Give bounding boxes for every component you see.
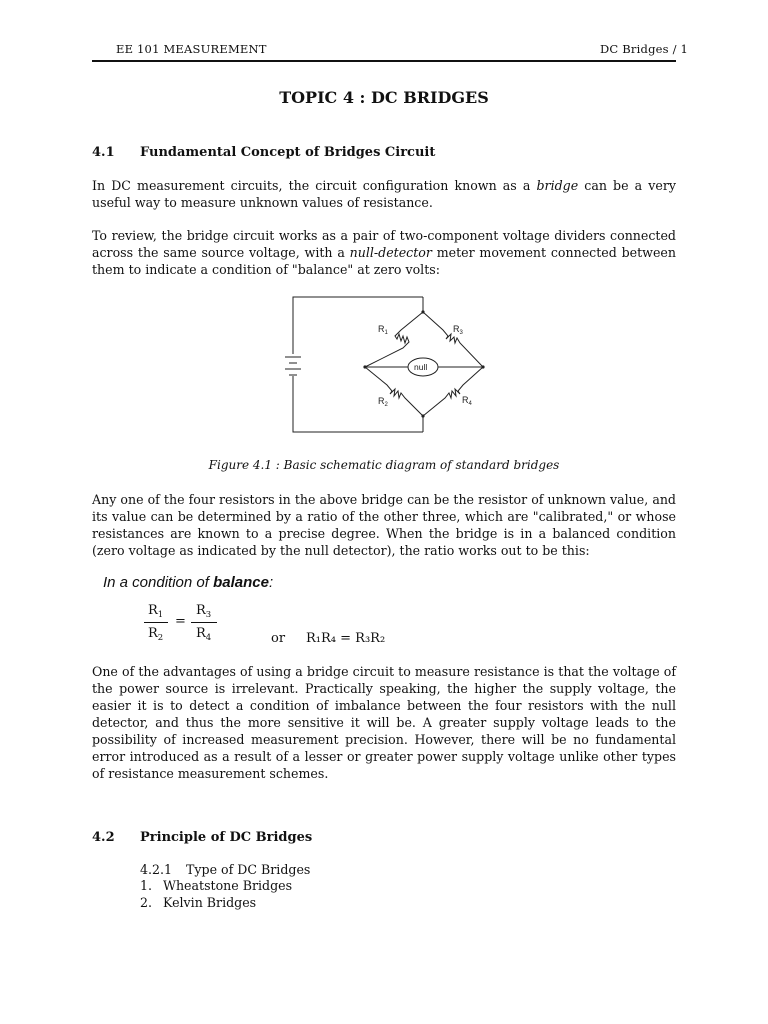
list-item-number: 1. <box>140 878 153 893</box>
label-r1: $R_1$ <box>378 324 388 336</box>
resistor-r1 <box>365 312 423 367</box>
resistor-r3 <box>423 312 483 367</box>
wire-bottom <box>293 376 423 432</box>
figure-caption: Figure 4.1 : Basic schematic diagram of standard bridges <box>208 458 560 472</box>
wire-top <box>293 297 423 354</box>
fraction-r2: $R_2$ <box>148 626 164 643</box>
balance-heading: In a condition of balance: <box>103 574 274 591</box>
paragraph-intro: In DC measurement circuits, the circuit configuration known as a bridge can be a very useful way to measure unknown values of resistance. <box>92 178 676 210</box>
bridge-circuit-diagram <box>280 290 500 440</box>
header-rule <box>92 60 676 62</box>
fraction-r4: $R_4$ <box>196 626 212 643</box>
list-item: Kelvin Bridges <box>163 895 257 910</box>
subsection-heading: Type of DC Bridges <box>186 862 311 877</box>
alt-equation: R₁R₄ = R₃R₂ <box>306 631 386 646</box>
fraction-bar-right <box>191 622 217 623</box>
or-text: or <box>271 631 286 646</box>
header-left: EE 101 MEASUREMENT <box>116 42 267 56</box>
subsection-number: 4.2.1 <box>140 862 173 877</box>
header-right: DC Bridges / 1 <box>600 42 689 56</box>
label-r3: $R_3$ <box>453 324 463 336</box>
section-number: 4.1 <box>92 145 115 160</box>
fraction-r3: $R_3$ <box>196 603 212 620</box>
section-heading: Fundamental Concept of Bridges Circuit <box>140 145 436 160</box>
list-item-number: 2. <box>140 895 153 910</box>
paragraph-advantages: One of the advantages of using a bridge circuit to measure resistance is that the voltage of the power source is irrelevant. Practically speaking, the higher the supply voltage, the easier it is to detect a condition of imbalance between the four resistors with the null detector, and thus the more sensitive it will be. A greater supply voltage leads to the possibility of increased measurement precision. However, there will be no fundamental error introduced as a result of a lesser or greater power supply voltage unlike other types of resistance measurement schemes. <box>92 664 676 781</box>
paragraph-review: To review, the bridge circuit works as a pair of two-component voltage dividers connected across the same source voltage, with a null-detector meter movement connected between them to indicate a condition of "balance" at zero volts: <box>92 228 676 277</box>
label-r4: $R_4$ <box>462 395 472 407</box>
paragraph-ratio: Any one of the four resistors in the above bridge can be the resistor of unknown value, and its value can be determined by a ratio of the other three, which are "calibrated," or whose resistances are known to a precise degree. When the bridge is in a balanced condition (zero voltage as indicated by the null detector), the ratio works out to be this: <box>92 492 676 558</box>
page-title: TOPIC 4 : DC BRIDGES <box>279 88 489 107</box>
fraction-r1: $R_1$ <box>148 603 164 620</box>
list-item: Wheatstone Bridges <box>163 878 293 893</box>
fraction-bar-left <box>144 622 168 623</box>
section2-number: 4.2 <box>92 830 115 845</box>
section2-heading: Principle of DC Bridges <box>140 830 313 845</box>
label-null: null <box>414 362 428 372</box>
label-r2: $R_2$ <box>378 396 388 408</box>
equals-sign: = <box>175 614 186 629</box>
